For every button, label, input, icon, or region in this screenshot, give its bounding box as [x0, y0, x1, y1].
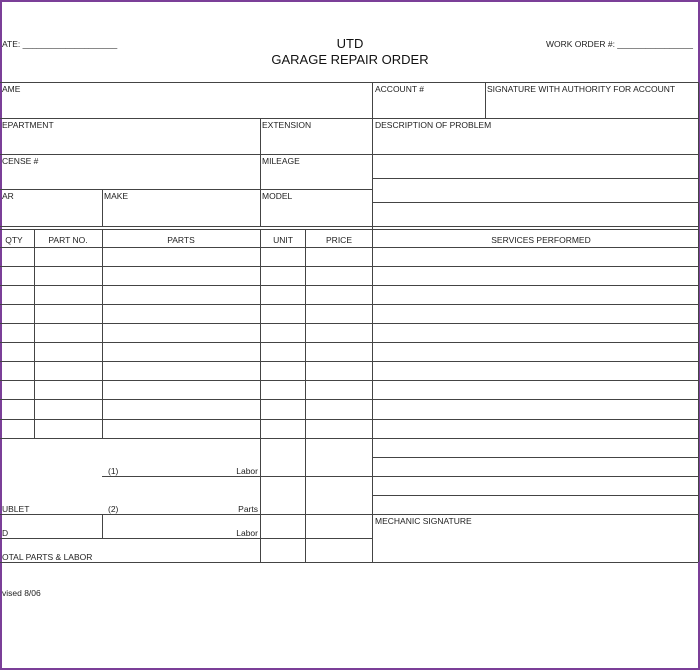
col-header-price: PRICE	[326, 235, 352, 245]
year-field-label: AR	[2, 191, 14, 201]
col-header-services: SERVICES PERFORMED	[491, 235, 591, 245]
work-order-field-label: WORK ORDER #: ________________	[546, 39, 693, 49]
account-field-label: ACCOUNT #	[375, 84, 424, 94]
form-title: UTD	[336, 36, 364, 51]
d-label: D	[2, 528, 9, 538]
col-header-qty: QTY	[5, 235, 23, 245]
name-field-label: AME	[2, 84, 21, 94]
signature-authority-label: SIGNATURE WITH AUTHORITY FOR ACCOUNT	[487, 84, 676, 94]
form-subtitle: GARAGE REPAIR ORDER	[271, 52, 429, 67]
col-header-unit: UNIT	[273, 235, 293, 245]
extension-field-label: EXTENSION	[262, 120, 312, 130]
mechanic-signature-label: MECHANIC SIGNATURE	[375, 516, 472, 526]
col-header-parts: PARTS	[167, 235, 195, 245]
parts-2-number: (2)	[108, 504, 119, 514]
date-field-label: ATE: ____________________	[2, 39, 118, 49]
parts-2-label: Parts	[238, 504, 258, 514]
model-field-label: MODEL	[262, 191, 293, 201]
col-header-part-no: PART NO.	[48, 235, 88, 245]
sublet-label: UBLET	[2, 504, 30, 514]
labor-1-label: Labor	[236, 466, 258, 476]
department-field-label: EPARTMENT	[2, 120, 54, 130]
labor-1-number: (1)	[108, 466, 119, 476]
labor-label: Labor	[236, 528, 258, 538]
revised-note: vised 8/06	[2, 588, 41, 598]
mileage-field-label: MILEAGE	[262, 156, 300, 166]
license-field-label: CENSE #	[2, 156, 39, 166]
description-field-label: DESCRIPTION OF PROBLEM	[375, 120, 492, 130]
make-field-label: MAKE	[104, 191, 129, 201]
total-parts-labor-label: OTAL PARTS & LABOR	[2, 552, 93, 562]
